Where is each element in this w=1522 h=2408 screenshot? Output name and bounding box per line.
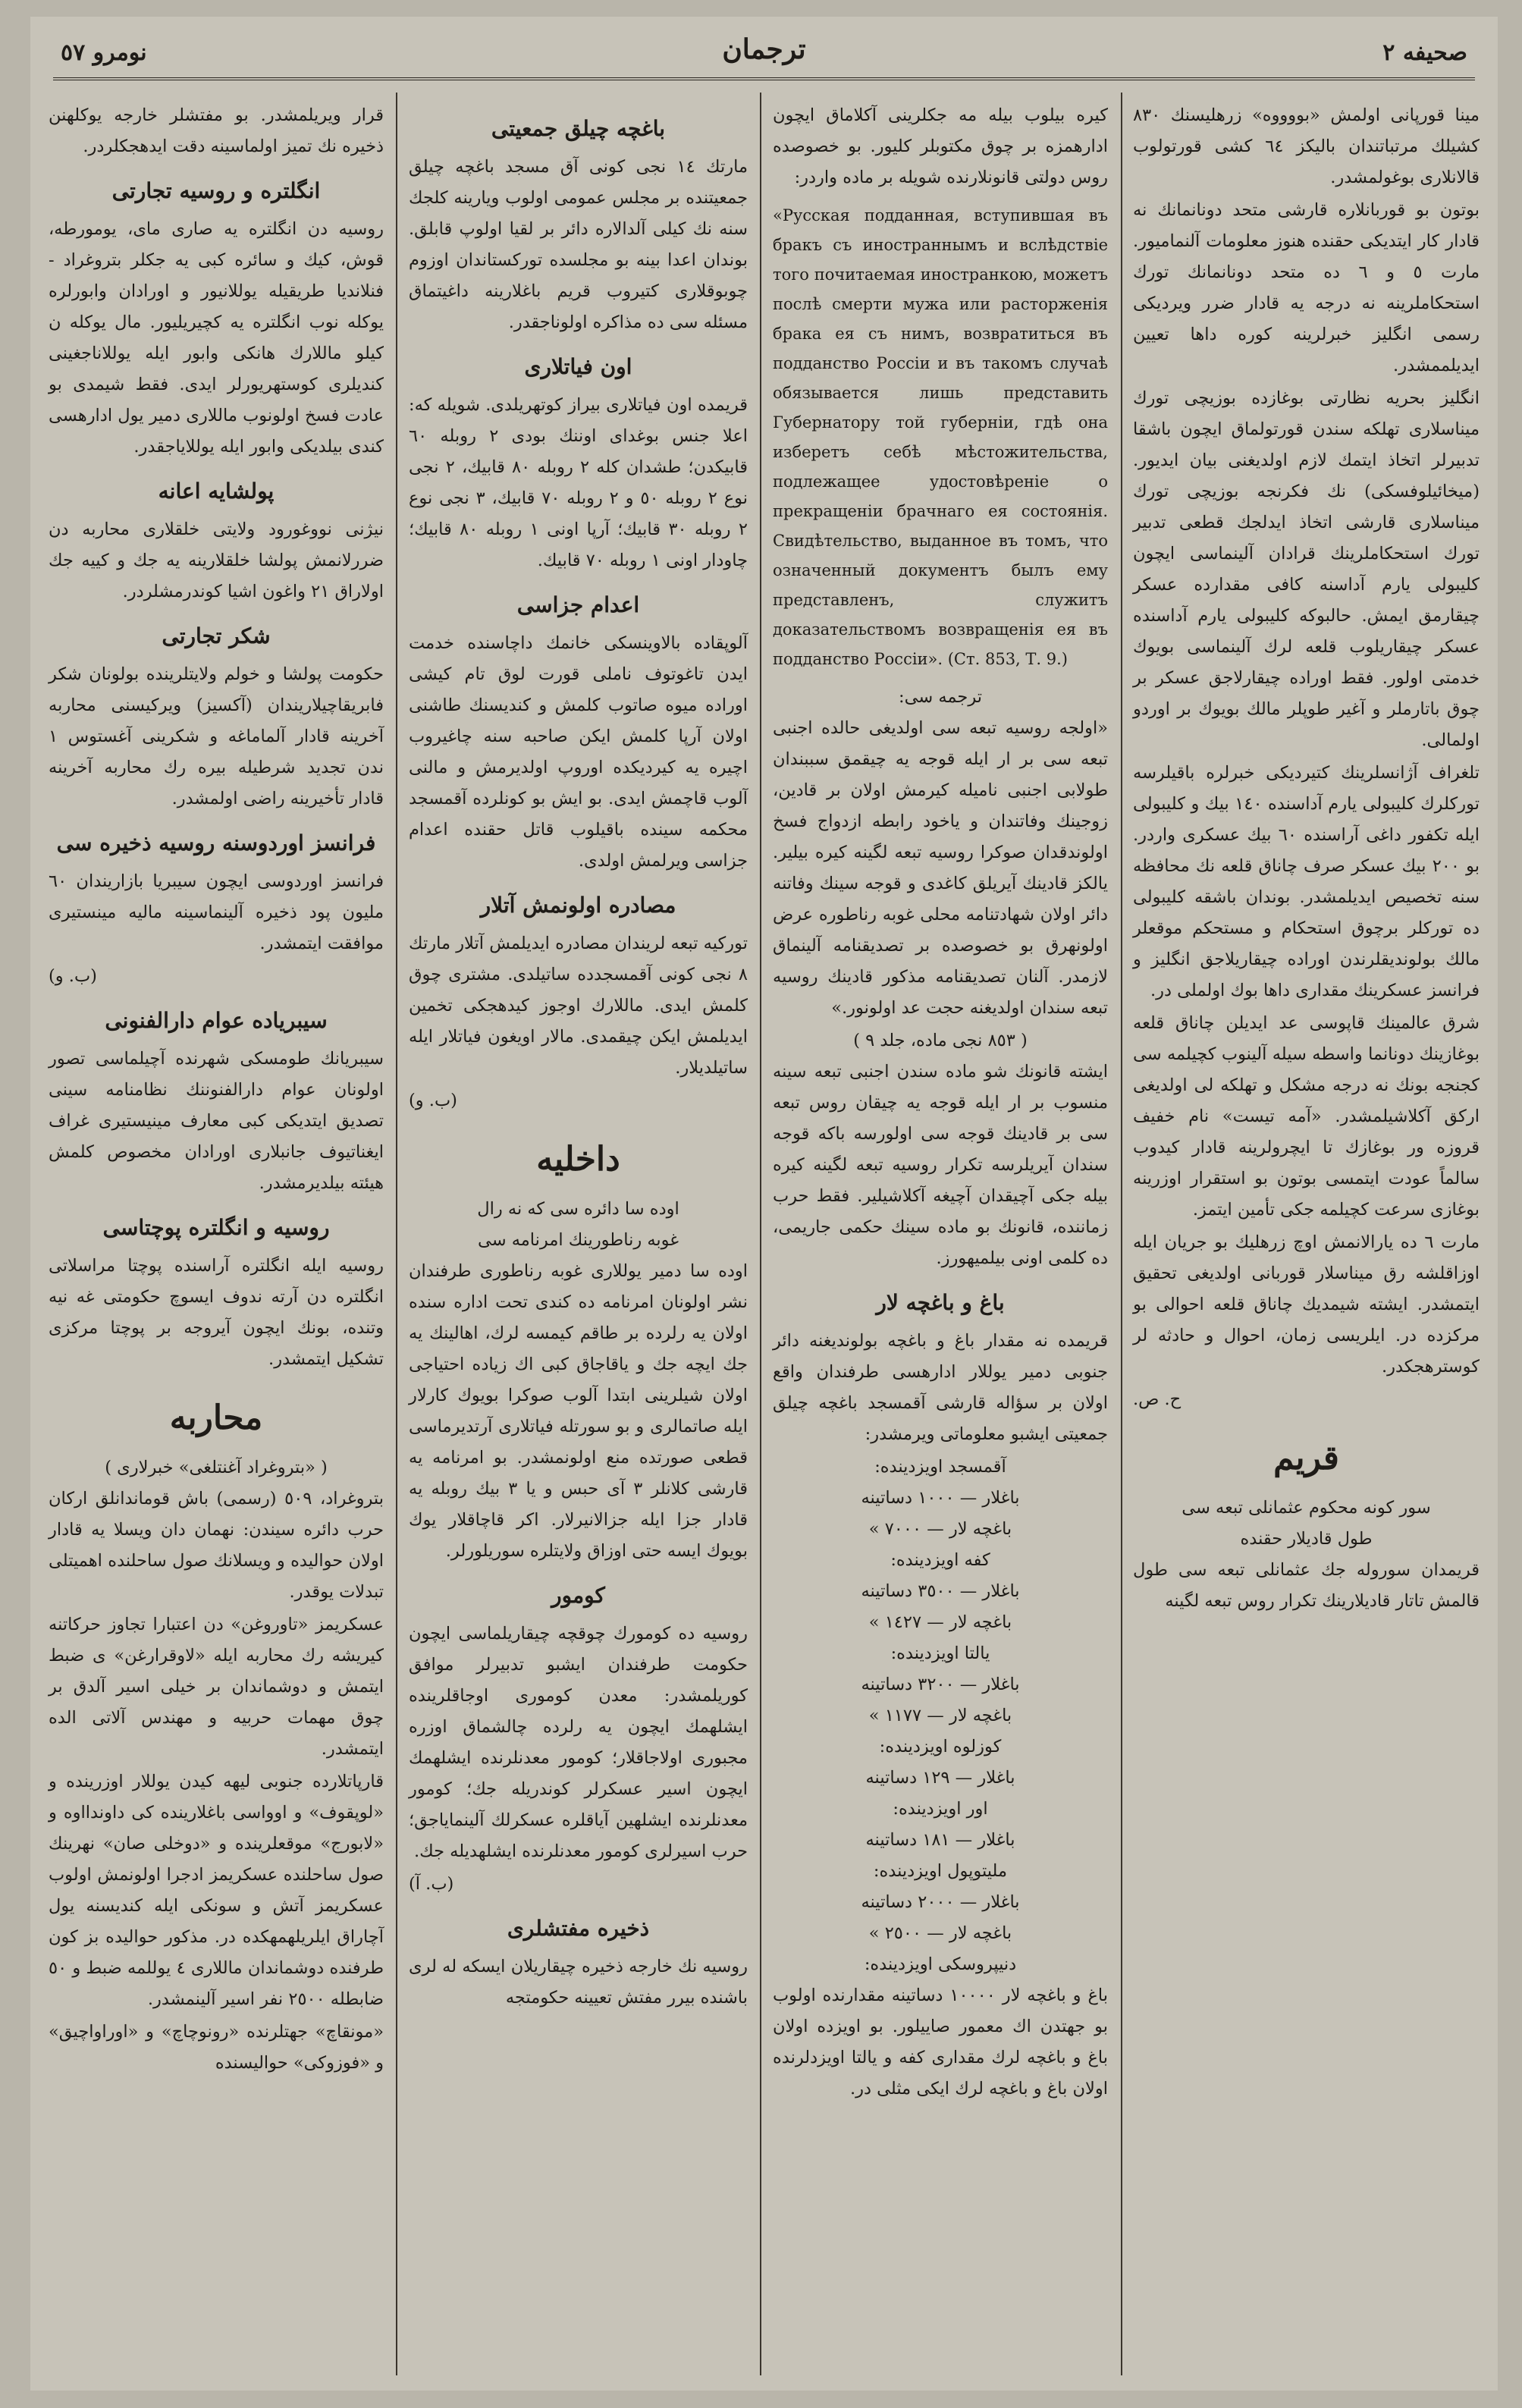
centered-line: باغلار — ١٠٠٠ دساتينه <box>861 1488 1020 1508</box>
paragraph: مينا قورپانى اولمش «بووووه» زرهليسنك ٨٣٠ كشيلك مرتباتندان باليكز ٦٤ كشى قورتولوب قالانلارى بوغولمشدر. <box>1133 105 1480 187</box>
centered-line: باغچه لار — ٢٥٠٠ » <box>868 1923 1012 1943</box>
paragraph: عسكريمز «تاوروغن» دن اعتبارا تجاوز حركاتنه كيريشه رك محاربه ايله «لاوقرارغن» ى ضبط ايتمش و دوشماندان بر خيلى اسير آلدق بر چوق مهمات حربيه و مهندس آلاتى الده ايتمشدر. <box>49 1615 384 1759</box>
newspaper-title: ترجمان <box>722 33 806 65</box>
centered-line: طول قاديلار حقنده <box>1240 1529 1373 1549</box>
paragraph: قريمدان سوروله جك عثمانلى تبعه سى طول قالمش تاتار قاديلارينك تكرار روس تبعه لگينه <box>1133 1560 1480 1611</box>
page-number: صحيفه ٢ <box>1382 39 1467 66</box>
paragraph: كيره بيلوب بيله مه جكلرينى آكلاماق ايچون ادارهمزه بر چوق مكتوبلر كليور. بو خصوصده روس دولتى قانونلارنده شويله بر ماده واردر: <box>773 105 1108 187</box>
centered-line: ( «بتروغراد آغنتلغى» خبرلارى ) <box>105 1458 328 1477</box>
paragraph: بتروغراد، ٥٠٩ (رسمى) باش قوماندانلق اركان حرب دائره سيندن: نهمان دان ويسلا يه قادار اولان حواليده و ويسلانك صول ساحلنده اهميتلى تبدلات يوقدر. <box>49 1489 384 1602</box>
paragraph: شرق عالمينك قاپوسى عد ايديلن چاناق قلعه بوغازينك دونانما واسطه سيله آلينوب كچيلمه سى كجنجه بونك نه درجه مشكل و تهلكه لى اولديغى اركق آكلاشيلمشدر. «آمه تيست» نام خفيف قروزه ور بوغازك تا ايچرولرينه قادار كيدوب سالماً عودت ايتمسى بوتون بو استقرار اوزرينه بوغازى سرعت كچيلمه جكى تأمين ايتمز. <box>1133 1013 1480 1220</box>
paragraph: توركيه تبعه لريندان مصادره ايديلمش آتلار مارتك ٨ نجى كونى آقمسجدده ساتيلدى. مشترى چوق كلمش ايدى. ماللارك اوجوز كيدهجكى تخمين ايديلمش ايكن چيقمدى. مالار اويغون فياتلار ايله ساتيلديلار. <box>409 934 748 1078</box>
byline: ح. ص. <box>1133 1389 1182 1409</box>
paragraph: تلغراف آژانسلرينك كتيرديكى خبرلره باقيلرسه توركلرك كليبولى يارم آداسنده ١٤٠ بيك و كليبولى ايله تكفور داغى آراسنده ٦٠ بيك عسكرى واردر. بو ٢٠٠ بيك عسكر صرف چاناق قلعه نك محافظه سنه تخصيص ايديلمشدر. بوندان باشقه كليبولى ده توركلر برچوق استحكام و مستحكم موقعلر مالك بولونديقلرندن اوراده چيقاريلاجق انگليز و فرانسز عسكرينك مقدارى داها بوك اولملى در. <box>1133 763 1480 1000</box>
masthead <box>53 26 1475 79</box>
centered-line: باغچه لار — ١١٧٧ » <box>868 1706 1012 1725</box>
section-heading: ذخيره مفتشلرى <box>507 1916 650 1941</box>
centered-line: باغلار — ٢٠٠٠ دساتينه <box>861 1892 1020 1912</box>
paragraph: نيژنى نووغورود ولايتى خلقلارى محاربه دن ضررلانمش پولشا خلقلارينه يه جك و كييه جك اولاراق ٢١ واغون اشيا كوندرمشلردر. <box>49 520 384 601</box>
section-heading: باغچه چيلق جمعيتى <box>491 116 666 141</box>
paragraph: روسيه ده كومورك چوقچه چيقاريلماسى ايچون حكومت طرفندان ايشبو تدبيرلر موافق كوريلمشدر: معدن كومورى اوجاقلرينده ايشلهمك ايچون يه رلرده چالشماق اوزره مجبورى اولاجاقلار؛ كومور معدنلرنده ايشلهمك ايچون اسير عسكرلر كوندريله جك؛ كومور معدنلرنده ايشلهين آياقلره عسكرلك آلينماياجق؛ حرب اسيرلرى كومور معدنلرنده ايشلهديله جك. <box>409 1624 748 1861</box>
paragraph: باغ و باغچه لار ١٠٠٠٠ دساتينه مقدارنده اولوب بو جهتدن اك معمور صاييلور. بو اويزده اولان باغ و باغچه لرك مقدارى كفه و يالتا اويزدلرنده اولان باغ و باغچه لرك ايكى مثلى در. <box>773 1986 1108 2099</box>
centered-line: اور اويزدينده: <box>893 1799 988 1819</box>
column-1 <box>1122 100 1490 2368</box>
paragraph: حكومت پولشا و خولم ولايتلرينده بولونان شكر فابريقاچيلاريندان (آكسيز) ويركيسنى محاربه آخرينه قادار آلماماغه و شكرينى آغستوس ١ ندن تجديد شرطيله بيره رك محاربه آخرينه قادار تأخيرينه راضى اولمشدر. <box>49 664 384 808</box>
column-divider <box>760 93 761 2375</box>
centered-line: كفه اويزدينده: <box>890 1550 990 1570</box>
paragraph: سيبريانك طومسكى شهرنده آچيلماسى تصور اولونان عوام دارالفنوننك نظامنامه سينى تصديق ايتديكى كبى معارف مينيستيرى غراف ايغناتيوف جانبلارى اورادان مخصوص كلمش هيئته بيلديرمشدر. <box>49 1049 384 1193</box>
paragraph: قارپاتلارده جنوبى ليهه كيدن يوللار اوزرينده و «لوپقوف» و اوواسى باغلارينده كى داوندااوه و «لابورج» موقعلرينده و «دوخلى صان» نهرينك صول ساحلنده عسكريمز ادجرا اولونمش اولوب عسكريمز آتش و سونكى ايله كنديسنه يول آچاراق ايلريلهمهكده در. مذكور حواليده بز كون طرفنده دوشماندان ماللارى ٤ يوللمه ضبط و ٥٠ ضابطله ٢٥٠٠ نفر اسير آلينمشدر. <box>49 1772 384 2009</box>
section-heading: شكر تجارتى <box>162 623 271 648</box>
paragraph: قريمده اون فياتلارى بيراز كوتهريلدى. شويله كه: اعلا جنس بوغداى اوننك بودى ٢ روبله ٦٠ قابيكدن؛ طشدان كله ٢ روبله ٨٠ قابيك، ٢ نجى نوع ٢ روبله ٥٠ و ٢ روبله ٧٠ قابيك، ٣ نجى نوع ٢ روبله ٣٠ قابيك؛ آرپا اونى ١ روبله ٨٠ قابيك؛ چاودار اونى ١ روبله ٧٠ قابيك. <box>409 395 748 570</box>
byline: (ب. و) <box>49 966 97 986</box>
section-heading: كومور <box>551 1583 605 1608</box>
masthead-rule <box>53 77 1475 80</box>
paragraph: اوده سا دمير يوللارى غوبه رناطورى طرفندان نشر اولونان امرنامه ده كندى تحت اداره سنده اولان يه رلرده بر طاقم كيمسه لرك، اهالينك يه جك ايچه جك و ياقاجاق كبى اك زياده احتياجى اولان شيلرينى ابتدا آلوب صوكرا بويوك كارلار ايله صاتمالرى و بو سورتله فياتلارى آرتديرماسى قطعى صورتده منع اولونمشدر. بو امرنامه يه قارشى كلانلر ٣ آى حبس و يا ٣ بيك روبله يه قادار جزا ايله جزالانيرلار. اكر قاچاقلار يوك بويوك ايسه حتى اوزاق ولايتلره سوريلورلر. <box>409 1261 748 1561</box>
column-divider <box>396 93 397 2375</box>
column-2 <box>762 100 1119 2368</box>
paragraph: بوتون بو قوربانلاره قارشى متحد دونانمانك نه قادار كار ايتديكى حقنده هنوز معلومات آلنماميور. مارت ٥ و ٦ ده متحد دونانمانك تورك استحكاملرينه نه درجه يه قادار ضرر ويرديكى رسمى انگليز خبرلرينه كوره داها تعيين ايديلممشدر. <box>1133 200 1480 375</box>
column-divider <box>1121 93 1122 2375</box>
centered-line: غوبه رناطورينك امرنامه سى <box>477 1230 679 1250</box>
issue-number: نومرو ٥٧ <box>61 39 147 66</box>
centered-line: مليتوپول اويزدينده: <box>873 1861 1008 1881</box>
centered-line: باغلار — ٣٢٠٠ دساتينه <box>861 1675 1020 1694</box>
centered-line: اوده سا دائره سى كه نه رال <box>477 1199 679 1219</box>
major-section-heading: داخليه <box>536 1140 620 1179</box>
paragraph: فرانسز اوردوسى ايچون سيبريا بازاريندان ٦٠ مليون پود ذخيره آلينماسينه ماليه مينستيرى موافقت ايتمشدر. <box>49 871 384 953</box>
centered-line: باغلار — ١٢٩ دساتينه <box>865 1768 1015 1788</box>
section-heading: پولشايه اعانه <box>158 479 275 504</box>
paragraph: قرار ويريلمشدر. بو مفتشلر خارجه يوكلهنن ذخيره نك تميز اولماسينه دقت ايدهجكلردر. <box>49 105 384 156</box>
section-heading: فرانسز اوردوسنه روسيه ذخيره سى <box>56 830 376 856</box>
paragraph: روسيه نك خارجه ذخيره چيقاريلان ايسكه له لرى باشنده بيرر مفتش تعيينه حكومتجه <box>409 1957 748 2008</box>
major-section-heading: محاربه <box>169 1399 263 1437</box>
centered-line: آقمسجد اويزدينده: <box>874 1457 1006 1477</box>
centered-line: باغچه لار — ٧٠٠٠ » <box>868 1519 1012 1539</box>
column-4 <box>38 100 394 2368</box>
paragraph: مارت ٦ ده يارالانمش اوچ زرهليك بو جريان ايله اوزاقلشه رق ميناسلار قوربانى اولديغى تحقيق ايتمشدر. ايشته شيمديك چاناق قلعه احوالى بو مركزده در. ايلريسى زمان، احوال و حادثه لر كوسترهجكدر. <box>1133 1232 1480 1377</box>
paragraph: «مونقاچ» جهتلرنده «رونوچاچ» و «اوراواچيق» و «فوزوكى» حواليسنده <box>49 2022 384 2073</box>
centered-line: باغلار — ١٨١ دساتينه <box>865 1830 1015 1850</box>
paragraph: مارتك ١٤ نجى كونى آق مسجد باغچه چيلق جمعيتنده بر مجلس عمومى اولوب ويارينه كلجك سنه نك كيلى آلدالاره دائر بر لقيا اولوپ قابلق. بوندان اعدا بينه بو مجلسده توركستاندان اوزوم چوبوقلارى كتيروب قريم باغلارينه داغيتماق مسئله سى ده مذاكره اولوناجقدر. <box>409 157 748 332</box>
byline: (ب. آ) <box>409 1874 454 1894</box>
paragraph: قريمده نه مقدار باغ و باغچه بولونديغنه دائر جنوبى دمير يوللار ادارهسى طرفندان واقع اولان بر سؤاله قارشى آقمسجد باغچه چيلق جمعيتى ايشبو معلوماتى ويرمشدر: <box>773 1331 1108 1444</box>
paragraph: انگليز بحريه نظارتى بوغازده بوزيچى تورك ميناسلارى تهلكه سندن قورتولماق ايچون باشقا تدبيرلر اتخاذ ايتمك لازم اولديغنى بيان ايديور. (ميخائيلوفسكى) نك فكرنجه بوزيچى تورك ميناسلارى قارشى اتخاذ ايدلجك قطعى تدبير تورك استحكاملرينك قرادان آلينماسى ايچون كليبولى يارم آداسنه كافى مقدارده عسكر چيقارمق ايمش. حالبوكه كليبولى يارم آداسنده عسكر چيقاريلوب قلعه لرك آلينماسى بويوك خدمتى اولور. فقط اوراده چيقارلاجق عسكر بر چوق باتارملر و آغير طوپلر مالك بويوك بر اوردو اولمالى. <box>1133 388 1480 750</box>
section-heading: باغ و باغچه لار <box>876 1290 1005 1315</box>
column-3 <box>398 100 758 2368</box>
section-heading: روسيه و انگلتره پوچتاسى <box>102 1215 330 1240</box>
section-heading: اعدام جزاسى <box>516 592 640 617</box>
russian-quote: «Русская подданная, вступившая въ бракъ съ иностраннымъ и вслѣдствіе того почитаемая иностранкою, можетъ послѣ смерти мужа или расторженія брака ея съ нимъ, возвратиться въ подданство Россіи и въ такомъ случаѣ обязывается лишь представить Губернатору той губерніи, гдѣ она изберетъ себѣ мѣстожительства, подлежащее удостовѣреніе о прекращеніи брачнаго ея состоянія. Свидѣтельство, выданное въ томъ, что означенный документъ былъ ему представленъ, служитъ доказательствомъ возвращенія ея въ подданство Россіи». (Ст. 853, Т. 9.) <box>773 206 1108 668</box>
centered-line: كوزلوه اويزدينده: <box>879 1737 1002 1757</box>
section-heading: انگلتره و روسيه تجارتى <box>111 178 321 203</box>
paragraph: ايشته قانونك شو ماده سندن اجنبى تبعه سينه منسوب بر ار ايله قوجه يه چيقان روس تبعه سى بر قادينك قوجه سى اولورسه باكه قوجه سندان آيريلرسه تكرار روسيه تبعه لگينه كيره بيله جكى آچيقدان آچيغه آكلاشيلير. فقط حرب زماننده، قانونك بو ماده سينك حكمى جاريمى، ده كلمى اونى بيلميهورز. <box>773 1062 1108 1268</box>
centered-line: ترجمه سى: <box>899 687 982 707</box>
centered-line: سور كونه محكوم عثمانلى تبعه سى <box>1182 1498 1431 1518</box>
newspaper-page <box>30 17 1498 2391</box>
section-heading: سيبرياده عوام دارالفنونى <box>105 1008 328 1033</box>
centered-line: باغچه لار — ١٤٢٧ » <box>868 1612 1012 1632</box>
section-heading: مصادره اولونمش آتلار <box>480 893 676 918</box>
centered-line: يالتا اويزدينده: <box>890 1644 990 1663</box>
major-section-heading: قريم <box>1273 1439 1339 1477</box>
paragraph: آلوپقاده بالاوينسكى خانمك داچاسنده خدمت ايدن تاغوتوف ناملى قورت لوق تام كيشى اوراده ميوه صاتوب كلمش و كنديسنك طاشنى اولان آرپا كلمش ايكن صاحبه سنه چاغيروب اچيره يه كيرديكده اوروپ اولديرمش و مالنى آلوب قاچمش ايدى. بو ايش بو كونلرده آقمسجد محكمه سينده باقيلوب قاتل حقنده اعدام جزاسى ويرلمش اولدى. <box>409 633 748 871</box>
byline: (ب. و) <box>409 1091 457 1110</box>
paragraph: «اولجه روسيه تبعه سى اولديغى حالده اجنبى تبعه سى بر ار ايله قوجه يه چيقمق سببندان طولابى اجنبى ناميله كيرمش اولان بر قادين، زوجينك وفاتندان و ياخود رابطه ازدواج فسخ اولوندقدان صوكرا روسيه تبعه لگينه كيره بيلير. يالكز قادينك آيريلق كاغدى و قوجه سينك وفاتنه دائر اولان شهادتنامه محلى غوبه رناطوره عرض اولونهرق بو خصوصده بر تصديقنامه آلينماق لازمدر. آلنان تصديقنامه مذكور قادينك روسيه تبعه سندان اولديغنه حجت عد اولونور.» <box>773 718 1108 1018</box>
paragraph: روسيه دن انگلتره يه صارى ماى، يومورطه، قوش، كيك و سائره كبى يه جكلر بتروغراد - فنلانديا طريقيله يوللانيور و اورادان وابورلره يوكله نوب انگلتره يه كچيريليور. مال يوكله ن كيلو ماللارك هانكى وابور ايله يوللاناجغينى كنديلرى كوستهريورلر ايدى. فقط شيمدى بو عادت فسخ اولونوب ماللارى دمير يول ادارهسى كندى بيلديكى وابور ايله يوللاياجقدر. <box>49 219 384 457</box>
paragraph: روسيه ايله انگلتره آراسنده پوچتا مراسلاتى انگلتره دن آرته ندوف ايسوچ حكومتى غه نيه وتنده، بونك ايچون آيروجه بر پوچتا مركزى تشكيل ايتمشدر. <box>49 1256 384 1369</box>
centered-line: دنيپروسكى اويزدينده: <box>864 1954 1017 1974</box>
section-heading: اون فياتلارى <box>524 354 632 379</box>
centered-line: باغلار — ٣٥٠٠ دساتينه <box>861 1581 1020 1601</box>
centered-line: ( ٨٥٣ نجى ماده، جلد ٩ ) <box>853 1031 1028 1050</box>
